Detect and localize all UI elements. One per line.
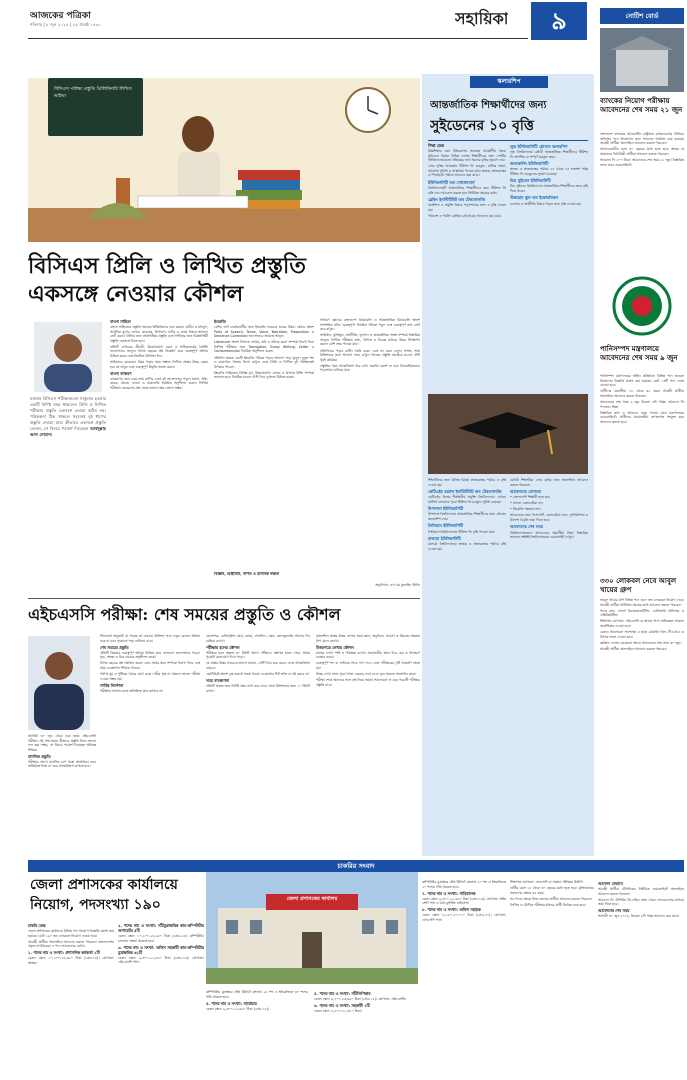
- sub-bangla: বাংলা সাহিত্য: [110, 319, 131, 324]
- hsc-sub-mental: মানসিক প্রস্তুতি: [28, 753, 51, 759]
- notice-3-body: আবুল খায়ের গ্রুপ বিভিন্ন পদে ৩৩০ জন লোকবল নিয়োগ দেবে। আগ্রহী প্রার্থীরা নির্ধারিত সময়ের মধ্যে আবেদন করতে পারবেন। পদের নাম: সেলস রিপ্রেজেনটেটিভ, ডেলিভারি অফিসার ও এক্সিকিউটিভ। শিক্ষাগত যোগ্যতা: এইচএসসি বা স্নাতক পাস। অভিজ্ঞতা থাকলে অগ্রাধিকার দেওয়া হবে। বেতন: আলোচনা সাপেক্ষে। এ ছাড়া মোবাইল বিল, টিএ-ডিএ ও উৎসব ভাতা দেওয়া হবে। কর্মস্থল: দেশের যেকোনো স্থানে। আবেদনের শেষ সময় ৩০ জুন। আগ্রহী প্রার্থীরা অনলাইনে আবেদন করতে পারবেন।: [600, 598, 684, 651]
- scholarship-panel: [422, 74, 594, 856]
- sub-grammar: বাংলা ব্যাকরণ: [110, 370, 132, 376]
- student-writing-illustration: [28, 78, 420, 242]
- notice-2-title: পানিসম্পদ মন্ত্রণালয়ে আবেদনের শেষ সময় ৯ জুন: [600, 344, 678, 362]
- graduation-photo: [428, 394, 588, 474]
- jobs-col-7: আবেদন যেভাবে আগ্রহী প্রার্থীরা টেলিটকের নির্ধারিত ওয়েবসাইটে অনলাইনে আবেদন করতে পারবেন। আবেদন ফি টেলিটক প্রি-পেইড নম্বর থেকে এসএমএসের মাধ্যমে জমা দিতে হবে। আবেদনের শেষ সময় আগামী ৩০ জুন ২০২৪, বিকেল ৫টা পর্যন্ত আবেদন করা যাবে।: [598, 881, 684, 919]
- hsc-headline: এইচএসসি পরীক্ষা: শেষ সময়ের প্রস্তুতি ও কৌশল: [28, 605, 341, 624]
- government-seal-icon: [612, 276, 672, 336]
- main-science-sub: বিজ্ঞান, আইসিটি, গণিত ও মানসিক দক্ষতা অনুলিখন: এস এম মুজাহিদ উদ্দীন: [214, 572, 420, 587]
- jobs-col-5: কম্পিউটার মুদ্রাক্ষরে প্রতি মিনিটে বাংলায় ২০ শব্দ ও ইংরেজিতে ২০ শব্দের গতি থাকতে হবে। ৭. পদের নাম ও সংখ্যা: গাড়িচালক বেতন স্কেল: ৯,৩০০-২২,৪৯০ টাকা (গ্রেড-১৬)। যোগ্যতা: অষ্টম শ্রেণি পাস ও বৈধ ড্রাইভিং লাইসেন্স। ৮. পদের নাম ও সংখ্যা: অফিস সহায়ক বেতন স্কেল: ৮,২৫০-২০,০১০ টাকা (গ্রেড-২০)। যোগ্যতা: এসএসসি পাস।: [422, 880, 506, 922]
- page-number: ৯: [551, 7, 567, 35]
- hsc-sub-final-prep: শেষ সময়ের প্রস্তুতি: [100, 644, 129, 650]
- govt-seal: [612, 276, 672, 336]
- main-headline-line1: বিসিএস প্রিলি ও লিখিত প্রস্তুতি: [28, 253, 306, 279]
- hsc-column-4: সৃজনশীল প্রশ্নের উত্তর লেখার সময় জ্ঞান, অনুধাবন, প্রয়োগ ও উচ্চতর দক্ষতার ধাপ মেনে লেখো। উত্তরপত্রে লেখার কৌশল হাতের লেখা স্পষ্ট ও পরিচ্ছন্ন রাখো। প্রয়োজনীয় স্থানে চিত্র, ছক ও উদাহরণ ব্যবহার করো। গুরুত্বপূর্ণ শব্দ বা লাইনের নিচে দাগ দাও। এতে পরীক্ষকের দৃষ্টি আকর্ষণ সহজ হয়। উত্তর লেখা শেষে পুরো খাতা একবার দেখে নাও। ভুল থাকলে সংশোধন করো। পরীক্ষা শেষে অন্যদের সঙ্গে প্রশ্ন নিয়ে অযথা আলোচনা না করে পরবর্তী পরীক্ষার প্রস্তুতি নাও।: [316, 634, 420, 687]
- board-text: বিসিএস পরীক্ষা প্রস্তুতি প্রিলিমিনারি লিখিত ভাইভা: [54, 87, 132, 99]
- jobs-col-6: শিক্ষাগত যোগ্যতা: এসএসসি বা সমমান পরীক্ষায় উত্তীর্ণ। প্রার্থীর বয়স ১৮ থেকে ৩০ বছরের মধ্যে হতে হবে। মুক্তিযোদ্ধার সন্তানদের ক্ষেত্রে ৩২ বছর। সব পদের ক্ষেত্রে নিজ জেলার প্রার্থীরা আবেদন করতে পারবেন। লিখিত ও মৌখিক পরীক্ষার মাধ্যমে প্রার্থী নির্বাচন করা হবে।: [510, 880, 594, 907]
- main-intro: বর্তমান বিসিএস পরীক্ষাগুলো সার্কুলার হওয়ার একটি নির্দিষ্ট সময় থাকলেও প্রিলি ও লিখিত পরীক্ষার প্রস্তুতি একসঙ্গে নেওয়া কঠিন নয়। পরিকল্পনা ঠিক থাকলে সহজেই দুই ধাপের প্রস্তুতি নেওয়া যায়। কীভাবে একসঙ্গে প্রস্তুতি নেবেন, সে বিষয়ে পরামর্শ দিয়েছেন আবদুল্লাহ আল নোমান।: [30, 396, 106, 437]
- main-illustration: [28, 78, 420, 242]
- hsc-column-1: আগামী ৩০ জুন থেকে শুরু হচ্ছে এইচএসসি পরীক্ষা। এই শেষ সময়ে কীভাবে প্রস্তুতি নিলে ভালো ফল করা সম্ভব, সে বিষয়ে পরামর্শ দিয়েছেন অভিজ্ঞ শিক্ষক। মানসিক প্রস্তুতি পরীক্ষার আগে মানসিক চাপ থাকা স্বাভাবিক। তবে অতিরিক্ত চিন্তা না করে আত্মবিশ্বাস রাখতে হবে।: [28, 734, 96, 769]
- hsc-sub-answer: উত্তরপত্রে লেখার কৌশল: [316, 644, 354, 650]
- author-avatar-icon: [34, 322, 102, 392]
- masthead: [0, 0, 687, 40]
- hsc-photo: [28, 636, 90, 730]
- date-line: শনিবার | ৮ জুন ২০২৪ | ২৫ জ্যৈষ্ঠ ১৪৩১: [30, 22, 102, 27]
- page-number-box: [531, 2, 587, 40]
- hsc-author-avatar-icon: [28, 636, 90, 730]
- main-column-1: বাংলা সাহিত্য বাংলা সাহিত্যের প্রস্তুতি অনেকে বিক্ষিপ্তভাবে শুরু করেন। প্রাচীন ও মধ্যযুগ, আধুনিক যুগের লেখক, কাব্যগ্রন্থ, উপন্যাস, নাটক ও প্রবন্ধ বিষয়ে আলাদা নোট করুন। প্রিলির জন্য তথ্যভিত্তিক প্রস্তুতি এবং লিখিতর জন্য বিশ্লেষণধর্মী প্রস্তুতি একসঙ্গে নিতে হবে। প্রতিটি লেখকের জীবনী, উল্লেখযোগ্য রচনা ও সাহিত্যকর্মের বৈশিষ্ট্য ভালোভাবে জানুন। বিগত বছরের প্রশ্ন বিশ্লেষণ করে গুরুত্বপূর্ণ অধ্যায় চিহ্নিত করুন এবং নিয়মিত রিভিশন দিন। সাহিত্যের যেকোনো বিষয় পড়ার সময় সম্ভাব্য লিখিত প্রশ্নের উত্তর কেমন হবে তা ভাবুন এবং গুরুত্বপূর্ণ উদ্ধৃতি সংগ্রহ করুন। বাংলা ব্যাকরণ ব্যাকরণের জন্য নবম-দশম শ্রেণির বোর্ড বই ভালোভাবে পড়ুন। সমাস, সন্ধি, কারক, প্রত্যয়, বানান ও বাক্যশুদ্ধি নিয়মিত অনুশীলন করুন। লিখিত পরীক্ষায় ব্যাকরণের প্রশ্ন থেকে ভালো নম্বর তোলা সম্ভব।: [110, 319, 208, 391]
- dc-office-building-icon: [206, 872, 418, 984]
- paper-name: আজকের পত্রিকা: [30, 11, 91, 21]
- scholarship-col-3: শিক্ষার্থীদের জন্য বিভিন্ন বিষয়ে স্নাতকোত্তর পর্যায়ে এ বৃত্তি দেওয়া হয়। কেটিএইচ রয়্যাল ইনস্টিটিউট অব টেকনোলজি কেটিএইচ বিশ্বের শীর্ষস্থানীয় প্রযুক্তি বিশ্ববিদ্যালয়। এখানে মাস্টার্স প্রোগ্রামে পুরো টিউশন ফি মওকুফ সুবিধা রয়েছে। উপসালা ইউনিভার্সিটি উপসালা বিশ্ববিদ্যালয় আন্তর্জাতিক শিক্ষার্থীদের জন্য গ্লোবাল স্কলারশিপ দেয়। লিনিয়াস ইউনিভার্সিটি লিনিয়াস বিশ্ববিদ্যালয়ে টিউশন ফি বৃত্তি পাওয়া যায়। মালমো ইউনিভার্সিটি মালমো বিশ্ববিদ্যালয়ে স্নাতক ও স্নাতকোত্তর পর্যায়ে বৃত্তি দেওয়া হয়।: [428, 478, 506, 551]
- scholarship-col-2: লুন্ড ইউনিভার্সিটি গ্লোবাল স্কলারশিপ লুন্ড বিশ্ববিদ্যালয় মেধাবী আন্তর্জাতিক শিক্ষার্থীদের টিউশন ফি আংশিক বা সম্পূর্ণ মওকুফ করে। জনকোপিং ইউনিভার্সিটি স্নাতক ও স্নাতকোত্তর পর্যায়ে ২৫ থেকে ৭৫ শতাংশ পর্যন্ত টিউশন ফি মওকুফের সুযোগ রয়েছে। মিড সুইডেন ইউনিভার্সিটি মিড সুইডেন বিশ্ববিদ্যালয় আন্তর্জাতিক শিক্ষার্থীদের জন্য বৃত্তি দিয়ে থাকে। স্টকহোম স্কুল অব ইকোনমিকস ব্যবসায় ও অর্থনীতি বিষয়ে পড়ার জন্য বৃত্তি দেওয়া হয়।: [510, 143, 588, 206]
- jobs-col-3: কম্পিউটার মুদ্রাক্ষরে প্রতি মিনিটে বাংলায় ২৫ শব্দ ও ইংরেজিতে ৩০ শব্দের গতি থাকতে হবে। ৪. পদের নাম ও সংখ্যা: সার্ভেয়ার বেতন স্কেল: ৯,৩০০-২২,৪৯০ টাকা (গ্রেড-১৫)।: [206, 990, 308, 1011]
- notice-1-body: বাংলাদেশ ব্যাংকের আওতাধীন রাষ্ট্রায়ত্ত ব্যাংকগুলোর সিনিয়র অফিসার পদে নিয়োগের জন্য আবেদন আহ্বান করা হয়েছে। আগ্রহী প্রার্থীরা অনলাইনে আবেদন করতে পারবেন। আবেদনকারীর বয়স ৩০ বছরের মধ্যে হতে হবে। স্নাতক বা সমমানের ডিগ্রিধারী প্রার্থীরা আবেদন করতে পারবেন। আবেদন ফি ২০০ টাকা। আবেদনের শেষ সময় ২১ জুন। বিস্তারিত জানা যাবে ওয়েবসাইটে।: [600, 132, 684, 167]
- bank-building-icon: [600, 28, 684, 92]
- dc-office-photo: [206, 872, 418, 984]
- hsc-sub-time: সময় ব্যবস্থাপনা: [206, 678, 230, 684]
- jobs-section-label: চাকরির সংবাদ: [28, 860, 684, 872]
- main-headline: [28, 252, 420, 310]
- hsc-sub-overall: সার্বিক নির্দেশনা: [100, 682, 124, 688]
- notice-board-label: নোটিশ বোর্ড: [600, 8, 684, 24]
- scholarship-col-1: শিক্ষা ডেস্ক উচ্চশিক্ষার জন্য ইউরোপের অন্যতম আকর্ষণীয় গন্তব্য সুইডেন। বিশ্বের বিভিন্ন দেশের শিক্ষার্থীদের জন্য দেশটির বিশ্ববিদ্যালয়গুলো প্রতিবছর নানা ধরনের বৃত্তির সুযোগ দেয়। এসব বৃত্তির আওতায় টিউশন ফি মওকুফ, মাসিক ভাতা, আবাসন সুবিধা ও স্বাস্থ্যবিমা পাওয়া যায়। স্নাতক, স্নাতকোত্তর ও পিএইচডি পর্যায়ে আবেদন করা যাবে। ইউনিভার্সিটি অব গোথেনবার্গ বিশ্ববিদ্যালয়টি আন্তর্জাতিক শিক্ষার্থীদের জন্য টিউশন ফি বৃত্তি দেয়। আবেদন করতে হবে নির্ধারিত সময়ের মধ্যে। ব্লেকিং ইনস্টিটিউট অব টেকনোলজি প্রকৌশল ও প্রযুক্তি বিষয়ে পড়াশোনার জন্য এ বৃত্তি দেওয়া হয়। পরিবেশ ও পর্যটন কেন্দ্রিক প্রোগ্রামেও আবেদন করা যায়।: [428, 143, 506, 218]
- jobs-headline-1: জেলা প্রশাসকের কার্যালয়ে: [30, 877, 178, 893]
- hsc-column-2: সিলেবাস অনুযায়ী যা পড়েছ তা বারবার রিভিশন দাও। নতুন কোনো অধ্যায় শুরু না করে পুরোনো পড়া ঝালিয়ে নাও। শেষ সময়ের প্রস্তুতি প্রতিটি বিষয়ের গুরুত্বপূর্ণ অধ্যায় চিহ্নিত করে সেগুলো ভালোভাবে পড়ো। সূত্র, সংজ্ঞা ও চিত্র বারবার অনুশীলন করো। বিগত বছরের প্রশ্ন সমাধান করো। এতে প্রশ্নের ধরন সম্পর্কে ধারণা পাবে এবং সময় ব্যবস্থাপনা শিখতে পারবে। পর্যাপ্ত ঘুম ও পুষ্টিকর খাবার গ্রহণ করো। শরীর সুস্থ না থাকলে ভালো পরীক্ষা দেওয়া সম্ভব নয়। সার্বিক নির্দেশনা পরীক্ষার আগের রাতে অতিরিক্ত রাত জাগবে না।: [100, 634, 200, 693]
- scholarship-headline-1: আন্তর্জাতিক শিক্ষার্থীদের জন্য: [430, 100, 547, 111]
- main-column-3: সাধারণ জ্ঞানের বাংলাদেশ বিষয়াবলি ও আন্তর্জাতিক বিষয়াবলি অংশে সাম্প্রতিক ঘটনা গুরুত্বপূর্ণ। নিয়মিত পত্রিকা পড়ুন এবং গুরুত্বপূর্ণ তথ্য নোট করে রাখুন। সংবিধান, মুক্তিযুদ্ধ, অর্থনীতি, ভূগোল ও আন্তর্জাতিক সংস্থা সম্পর্কে বিস্তারিত জানুন। লিখিত পরীক্ষায় তথ্য, উপাত্ত ও চিত্রের মাধ্যমে উত্তর উপস্থাপন করলে বেশি নম্বর পাওয়া যায়। প্রতিদিনের পড়ার রুটিন তৈরি করুন এবং তা মেনে চলুন। সপ্তাহ শেষে রিভিশনের জন্য আলাদা সময় রাখুন। নিজের প্রস্তুতি যাচাইয়ে মডেল টেস্ট খুবই কার্যকর। প্রস্তুতির সময় আত্মবিশ্বাস ধরে রাখা জরুরি। হতাশ না হয়ে ধারাবাহিকভাবে পড়াশোনা চালিয়ে যান।: [320, 318, 420, 373]
- jobs-headline-2: নিয়োগ, পদসংখ্যা ১৯০: [30, 897, 161, 913]
- notice-2-body: পানিসম্পদ মন্ত্রণালয়ের অধীন প্রতিষ্ঠানে বিভিন্ন পদে জনবল নিয়োগের বিজ্ঞপ্তি প্রকাশ করা হয়েছে। মোট ১৩টি পদে লোক নেওয়া হবে। প্রার্থীদের বয়সসীমা ১৮ থেকে ৩২ বছর। আগ্রহী প্রার্থীরা অনলাইনে আবেদন করতে পারবেন। আবেদনের শেষ সময় ৯ জুন বিকেল ৫টা পর্যন্ত। আবেদন ফি পদভেদে ভিন্ন। বিস্তারিত তথ্য ও আবেদন ফরম পাওয়া যাবে মন্ত্রণালয়ের ওয়েবসাইটে। প্রার্থীদের প্রয়োজনীয় কাগজপত্র সংযুক্ত করে আবেদন করতে হবে।: [600, 374, 684, 424]
- jobs-col-2: ২. পদের নাম ও সংখ্যা: সাঁটমুদ্রাক্ষরিক কাম-কম্পিউটার অপারেটর ৫টি বেতন স্কেল: ১০,২০০-২৪,৬৮০ টাকা (গ্রেড-১৪)। কম্পিউটার চালনায় দক্ষতা থাকতে হবে। ৩. পদের নাম ও সংখ্যা: অফিস সহকারী কাম-কম্পিউটার মুদ্রাক্ষরিক ৬১টি বেতন স্কেল: ৯,৩০০-২২,৪৯০ টাকা (গ্রেড-১৬)। যোগ্যতা: এইচএসসি পাস।: [118, 923, 204, 965]
- notice-1-title: ব্যাংকের নিয়োগ পরীক্ষায় আবেদনের শেষ সময় ২১ জুন: [600, 96, 683, 114]
- graduation-cap-icon: [428, 394, 588, 474]
- scholarship-col-4: মেধাবী শিক্ষার্থীরা এসব বৃত্তির জন্য অনলাইনে আবেদন করতে পারবেন। আবেদনের যোগ্যতা • বাংলাদেশি শিক্ষার্থী হতে হবে • ভালো একাডেমিক ফল • ইংরেজি দক্ষতার সনদ আবেদনের জন্য পাসপোর্ট, একাডেমিক সনদ, সুপারিশপত্র ও উদ্দেশ্য বিবৃতি জমা দিতে হবে। আবেদনের শেষ সময় বিশ্ববিদ্যালয়ভেদে আবেদনের সময়সীমা ভিন্ন। বিস্তারিত জানতে সংশ্লিষ্ট বিশ্ববিদ্যালয়ের ওয়েবসাইট দেখুন।: [510, 478, 588, 540]
- building-sign: জেলা প্রশাসকের কার্যালয়: [286, 896, 338, 902]
- jobs-col-4: ৫. পদের নাম ও সংখ্যা: সাঁটলিপিকার বেতন স্কেল: ৯,৭০০-২৩,৪৯০ টাকা (গ্রেড-১৫)। যোগ্যতা: এইচএসসি। ৬. পদের নাম ও সংখ্যা: সহকারী ১টি বেতন স্কেল: ৮,৮০০-২১,৩১০ টাকা।: [314, 991, 407, 1014]
- section-name: সহায়িকা: [455, 9, 509, 28]
- main-column-2: ইংরেজি বেশির ভাগ চাকরিপ্রার্থীর জন্য ইংরেজি সবচেয়ে ভয়ের বিষয়। গ্রামার অংশে Parts of Speech, Tense, Voice, Narration, Preposition ও Sentence Correction ভালোভাবে আয়ত্তে আনুন। Literature অংশে বিখ্যাত লেখক, কবি ও তাঁদের রচনা সম্পর্কে ধারণা নিন। লিখিত পরীক্ষার জন্য Translation, Essay Writing, Letter ও Comprehension নিয়মিত অনুশীলন করুন। প্রতিদিন অন্তত একটি ইংরেজি পত্রিকা পড়ার অভ্যাস গড়ে তুলুন। নতুন শব্দ ও বাক্যগঠন খাতায় লিখে রাখুন। এতে প্রিলি ও লিখিত দুই পরীক্ষাতেই উপকার পাবেন। ইংরেজি সাহিত্যের বিভিন্ন যুগ, উল্লেখযোগ্য লেখক ও বিখ্যাত উক্তি সম্পর্কে জানতে হবে। নিয়মিত মডেল টেস্ট দিয়ে দুর্বলতা চিহ্নিত করুন।: [214, 319, 314, 380]
- main-headline-line2: একসঙ্গে নেওয়ার কৌশল: [28, 281, 244, 307]
- hsc-column-3: প্রবেশপত্র, রেজিস্ট্রেশন কার্ড, কলম, পেনসিল, স্কেল, ক্যালকুলেটর আগের দিন গুছিয়ে রাখো। পরীক্ষার হলের কৌশল পরীক্ষার হলে অন্তত ৩০ মিনিট আগে পৌঁছাও। প্রশ্নপত্র হাতে পেয়ে প্রথমে পুরোটা মনোযোগ দিয়ে পড়ো। যে প্রশ্নের উত্তর সবচেয়ে ভালো জানো, সেটি দিয়ে শুরু করো। এতে আত্মবিশ্বাস বাড়বে। এমসিকিউ অংশে বৃত্ত ভরাটে সতর্ক থাকো। ওএমআর শিট ভাঁজ বা নষ্ট করবে না। সময় ব্যবস্থাপনা প্রতিটি প্রশ্নের জন্য নির্দিষ্ট সময় ভাগ করে নাও। শেষে রিভিশনের জন্য ১০ মিনিট রাখো।: [206, 634, 310, 693]
- scholarship-tag: স্কলারশিপ: [470, 76, 548, 88]
- author-photo: [34, 322, 102, 392]
- hsc-sub-exam-hall: পরীক্ষার হলের কৌশল: [206, 644, 240, 650]
- notice-bank-photo: [600, 28, 684, 92]
- sub-english: ইংরেজি: [214, 319, 226, 324]
- jobs-col-1: চাকরি ডেস্ক জেলা প্রশাসকের কার্যালয়ে বিভিন্ন পদে নিয়োগ বিজ্ঞপ্তি প্রকাশ করা হয়েছে। মোট ১৯০ জন লোকবল নিয়োগ দেওয়া হবে। আগ্রহী প্রার্থীরা অনলাইনে আবেদন করতে পারবেন। বাংলাদেশের প্রকৃত নাগরিকেরা এ পদে আবেদনের যোগ্য। ১. পদের নাম ও সংখ্যা: প্রশাসনিক কর্মকর্তা ১টি বেতন স্কেল: ১০,২০০-২৪,৬৮০ টাকা (গ্রেড-১৪)। যোগ্যতা: স্নাতক।: [28, 923, 114, 965]
- scholarship-headline-2: সুইডেনের ১০ বৃত্তি: [430, 118, 534, 134]
- notice-3-title: ৩৩০ লোকবল নেবে আবুল খায়ের গ্রুপ: [600, 576, 677, 594]
